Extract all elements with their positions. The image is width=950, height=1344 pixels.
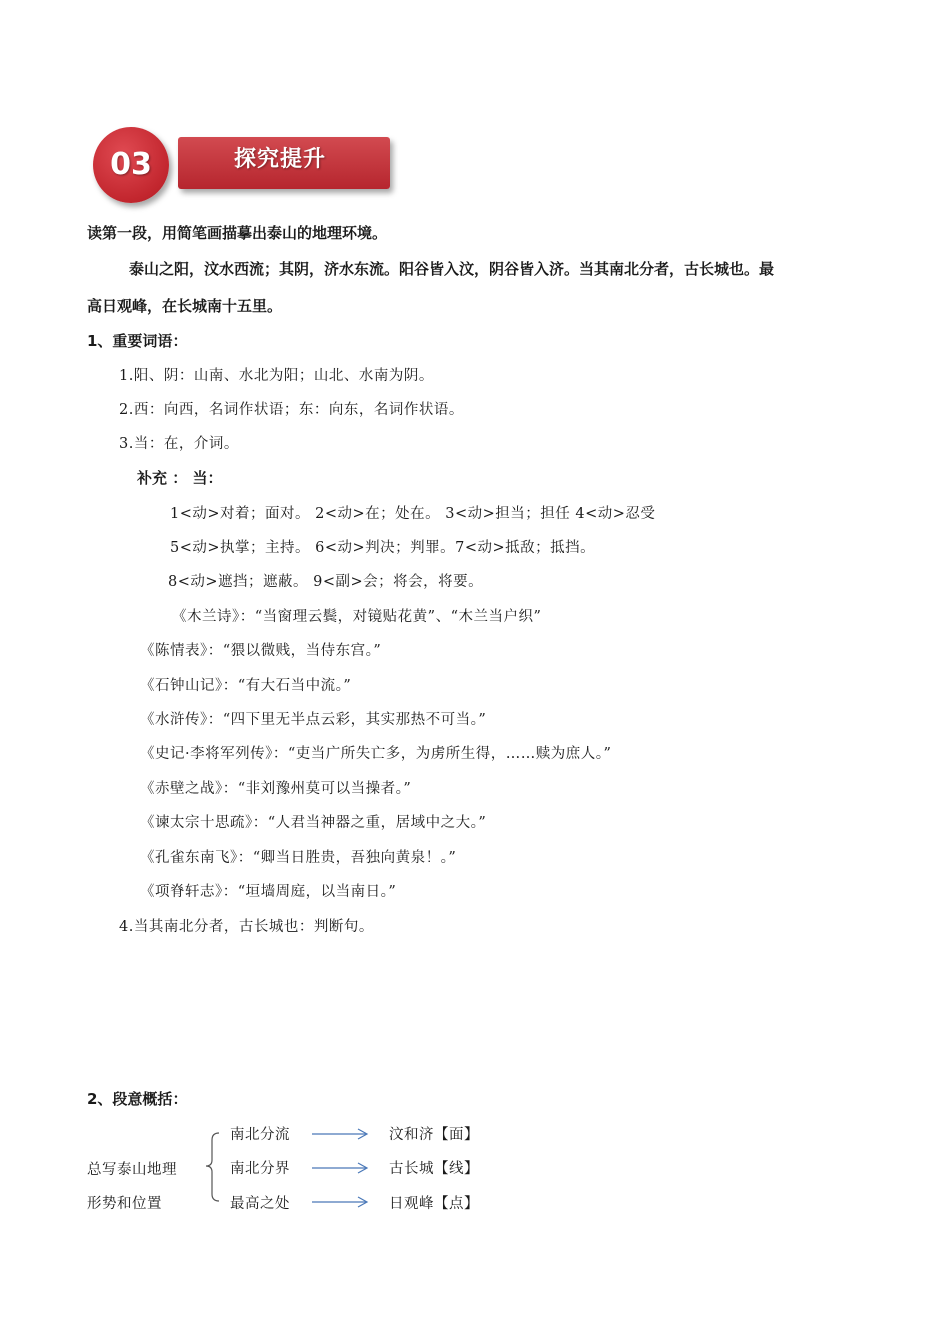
passage-line-1: 泰山之阳，汶水西流；其阴，济水东流。阳谷皆入汶，阴谷皆入济。当其南北分者，古长城也。最 — [129, 260, 775, 278]
quote-line: 《石钟山记》：“有大石当中流。” — [140, 678, 352, 694]
section-number: 03 — [110, 147, 152, 182]
arrow-right-icon — [312, 1197, 367, 1207]
vocab-item-3: 3.当：在，介词。 — [119, 436, 239, 452]
vocab-heading: 1、重要词语： — [87, 332, 188, 350]
quote-line: 《孔雀东南飞》：“卿当日胜贵，吾独向黄泉！。” — [140, 850, 457, 866]
summary-topic-line-2: 形势和位置 — [87, 1196, 162, 1212]
meaning-line: 1<动>对着；面对。 2<动>在；处在。 3<动>担当；担任 4<动>忍受 — [170, 506, 656, 522]
quote-line: 《谏太宗十思疏》：“人君当神器之重，居域中之大。” — [140, 815, 487, 831]
passage-line-2: 高日观峰，在长城南十五里。 — [87, 297, 283, 315]
summary-result: 古长城【线】 — [389, 1161, 479, 1177]
task-instruction: 读第一段，用简笔画描摹出泰山的地理环境。 — [87, 224, 388, 242]
vocab-item-4: 4.当其南北分者，古长城也：判断句。 — [119, 919, 374, 935]
vocab-item-2: 2.西：向西，名词作状语；东：向东，名词作状语。 — [119, 402, 464, 418]
meaning-line: 8<动>遮挡；遮蔽。 9<副>会；将会，将要。 — [168, 574, 484, 590]
summary-result: 汶和济【面】 — [389, 1127, 479, 1143]
meaning-line: 5<动>执掌；主持。 6<动>判决；判罪。7<动>抵敌；抵挡。 — [170, 540, 596, 556]
supplement-label: 补充 ： 当： — [137, 469, 223, 487]
summary-label: 南北分流 — [230, 1127, 290, 1143]
quote-line: 《木兰诗》：“当窗理云鬓，对镜贴花黄”、“木兰当户织” — [172, 609, 542, 625]
arrow-right-icon — [312, 1129, 367, 1139]
summary-label: 南北分界 — [230, 1161, 290, 1177]
summary-label: 最高之处 — [230, 1196, 290, 1212]
summary-result: 日观峰【点】 — [389, 1196, 479, 1212]
quote-line: 《赤壁之战》：“非刘豫州莫可以当操者。” — [140, 781, 412, 797]
section-title: 探究提升 — [234, 147, 327, 172]
quote-line: 《项脊轩志》：“垣墙周庭，以当南日。” — [140, 884, 397, 900]
summary-bracket — [206, 1133, 219, 1201]
arrow-right-icon — [312, 1163, 367, 1173]
vocab-item-1: 1.阳、阴：山南、水北为阳；山北、水南为阴。 — [119, 368, 434, 384]
quote-line: 《陈情表》：“猥以微贱，当侍东宫。” — [140, 643, 382, 659]
quote-line: 《史记·李将军列传》：“吏当广所失亡多，为虏所生得，……赎为庶人。” — [140, 746, 612, 762]
quote-line: 《水浒传》：“四下里无半点云彩，其实那热不可当。” — [140, 712, 487, 728]
summary-heading: 2、段意概括： — [87, 1090, 188, 1108]
summary-topic-line-1: 总写泰山地理 — [87, 1162, 177, 1178]
